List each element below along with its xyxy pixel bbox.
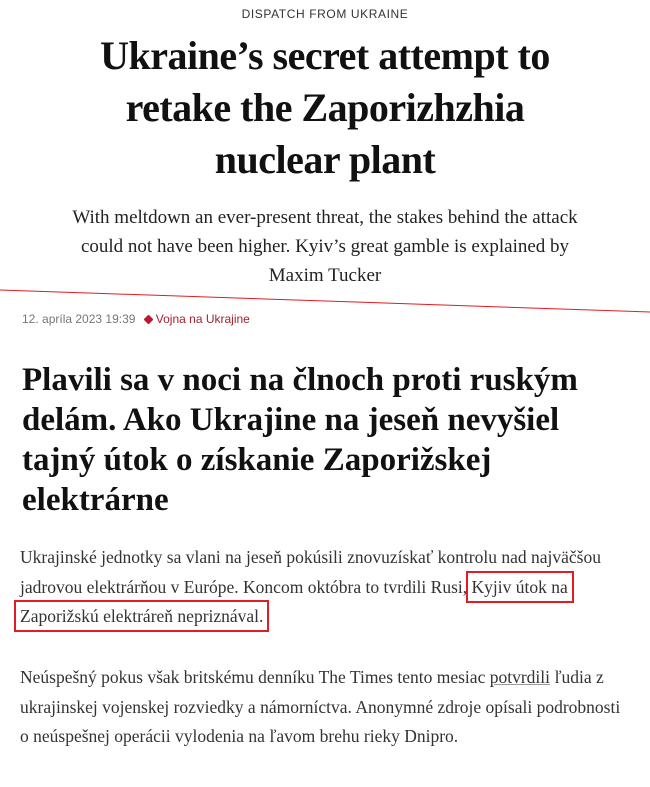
- article-kicker: DISPATCH FROM UKRAINE: [241, 7, 409, 21]
- category-tag[interactable]: [145, 312, 250, 326]
- publish-date: 12. apríla 2023 19:39: [22, 312, 136, 326]
- tag-icon: [143, 315, 153, 325]
- paragraph-2-before: Neúspešný pokus však britskému denníku The Times tento mesiac: [20, 667, 486, 687]
- article-standfirst: With meltdown an ever-present threat, the stakes behind the attack could not have been higher. Kyiv’s great gamble is explained by Maxim Tucker: [72, 207, 578, 286]
- paragraph-2: [20, 663, 632, 752]
- article-meta: [22, 312, 250, 326]
- paragraph-1-text: Ukrajinské jednotky sa vlani na jeseň pokúsili znovuzískať kontrolu nad najväčšou jadrovou elektrárňou v Európe. Koncom októbra to tvrdili Rusi,: [20, 547, 601, 597]
- highlighted-sentence: Kyjiv útok na Zaporižskú elektráreň nepriznával.: [20, 576, 568, 626]
- page-title: Plavili sa v noci na člnoch proti ruským delám. Ako Ukrajine na jeseň nevyšiel tajný útok o získanie Zaporižskej elektrárne: [22, 362, 578, 518]
- source-link[interactable]: potvrdili: [489, 667, 550, 687]
- paragraph-1: [20, 543, 632, 632]
- times-clipping: [0, 0, 650, 295]
- article-headline: Ukraine’s secret attempt to retake the Zaporizhzhia nuclear plant: [100, 33, 550, 182]
- paragraph-2-after: ľudia z ukrajinskej vojenskej rozviedky a námorníctva. Anonymné zdroje opísali podrobnosti o neúspešnej operácii vylodenia na ľavom brehu rieky Dnipro.: [20, 667, 621, 746]
- category-tag-label: Vojna na Ukrajine: [155, 312, 250, 326]
